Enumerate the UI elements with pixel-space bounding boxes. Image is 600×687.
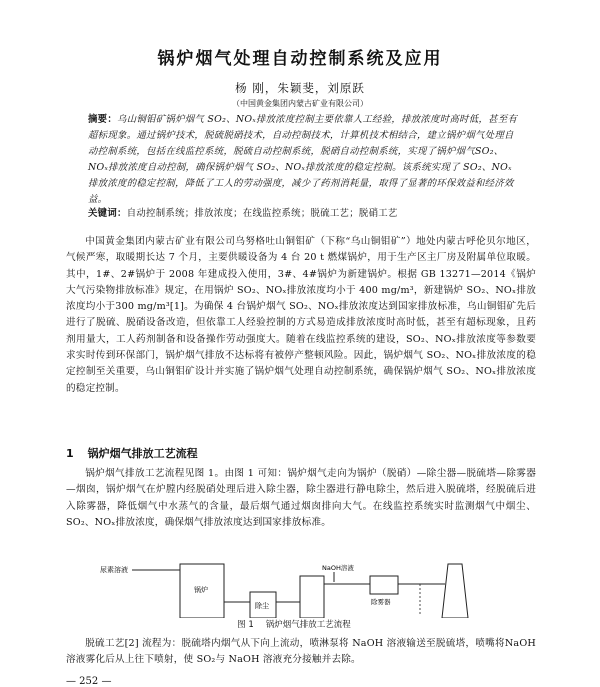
keywords-label: 关键词： [88, 208, 127, 219]
authors: 杨 刚，朱颖斐，刘原跃 [235, 81, 365, 95]
section-heading [66, 445, 212, 461]
dust-label: 除尘 [255, 602, 269, 610]
abstract [88, 112, 520, 208]
page-title: 锅炉烟气处理自动控制系统及应用 [157, 49, 443, 69]
figure-caption-text: 锅炉烟气排放工艺流程 [265, 620, 351, 630]
page-number: — 252 — [66, 676, 112, 687]
process-flow-diagram [90, 562, 520, 618]
keywords-text: 自动控制系统；排放浓度；在线监控系统；脱硫工艺；脱硝工艺 [126, 208, 398, 219]
naoh-label: NaOH溶液 [322, 564, 354, 572]
section-title: 锅炉烟气排放工艺流程 [87, 447, 198, 460]
keywords [88, 206, 520, 222]
figure-number: 图 1 [237, 620, 254, 630]
abstract-label: 摘要： [88, 114, 118, 125]
section-number: 1 [66, 447, 74, 460]
demister-box [370, 576, 398, 594]
desulfurization-paragraph: 脱硫工艺[2] 流程为：脱硫塔内烟气从下向上流动，喷淋泵将 NaOH 溶液输送至脱硫塔，喷嘴将NaOH 溶液雾化后从上往下喷射，使 SO₂与 NaOH 溶液充分接触并去除。 [66, 638, 536, 666]
abstract-text: 乌山铜钼矿锅炉烟气 SO₂、NOₓ排放浓度控制主要依靠人工经验，排放浓度时高时低，甚至有超标现象。通过锅炉技术，脱硫脱硝技术，自动控制技术，计算机技术相结合，建立锅炉烟气处理自动控制系统，包括在线监控系统，脱硫自动控制系统，脱硝自动控制系统，实现了锅炉烟气SO₂、NOₓ排放浓度自动控制，确保锅炉烟气 SO₂、NOₓ排放浓度的稳定控制。该系统实现了 SO₂、NOₓ排放浓度的稳定控制，降低了工人的劳动强度，减少了药剂消耗量，取得了显著的环保效益和经济效益。 [88, 114, 518, 205]
chimney-shape [442, 564, 468, 618]
intro-paragraph: 中国黄金集团内蒙古矿业有限公司乌努格吐山铜钼矿（下称“乌山铜钼矿”）地处内蒙古呼伦贝尔地区，气候严寒，取暖期长达 7 个月，主要供暖设备为 4 台 20 t 燃煤锅炉，用于生产区主厂房及附属单位取暖。其中，1#、2#锅炉于 2008 年建成投入使用，3#、4#锅炉为新建锅炉。根据 GB 13271—2014《锅炉大气污染物排放标准》规定，在用锅炉 SO₂、NOₓ排放浓度均小于 400 mg/m³，新建锅炉 SO₂、NOₓ排放浓度均小于300 mg/m³[1]。为确保 4 台锅炉烟气 SO₂、NOₓ排放浓度达到国家排放标准，乌山铜钼矿先后进行了脱硫、脱硝设备改造，但依靠工人经验控制的方式易造成排放浓度时高时低，甚至有超标现象，且药剂用量大，工人药剂制备和设备操作劳动强度大。随着在线监控系统的建设，SO₂、NOₓ排放浓度等参数要求实时传到环保部门，锅炉烟气排放不达标将有被停产整顿风险。因此，锅炉烟气 SO₂、NOₓ排放浓度的稳定控制至关重要，乌山铜钼矿设计并实施了锅炉烟气处理自动控制系统，确保锅炉烟气 SO₂、NOₓ排放浓度的稳定控制。 [66, 236, 536, 394]
boiler-label: 锅炉 [194, 586, 208, 594]
demister-label: 除雾器 [371, 598, 391, 606]
urea-label: 尿素溶液 [100, 566, 128, 574]
affiliation: （中国黄金集团内蒙古矿业有限公司） [232, 99, 368, 108]
desulf-tower-box [300, 576, 324, 618]
figure-caption [0, 618, 600, 630]
section-paragraph: 锅炉烟气排放工艺流程见图 1。由图 1 可知：锅炉烟气走向为锅炉（脱硝）—除尘器—脱硫塔—除雾器—烟囱，锅炉烟气在炉膛内经脱硝处理后进入除尘器，除尘器进行静电除尘，然后进入脱硫塔，经脱硫后进入除雾器，降低烟气中水蒸气的含量，最后烟气通过烟囱排向大气。在线监控系统实时监测烟气中烟尘、SO₂、NOₓ排放浓度，确保烟气排放浓度达到国家排放标准。 [66, 468, 536, 528]
